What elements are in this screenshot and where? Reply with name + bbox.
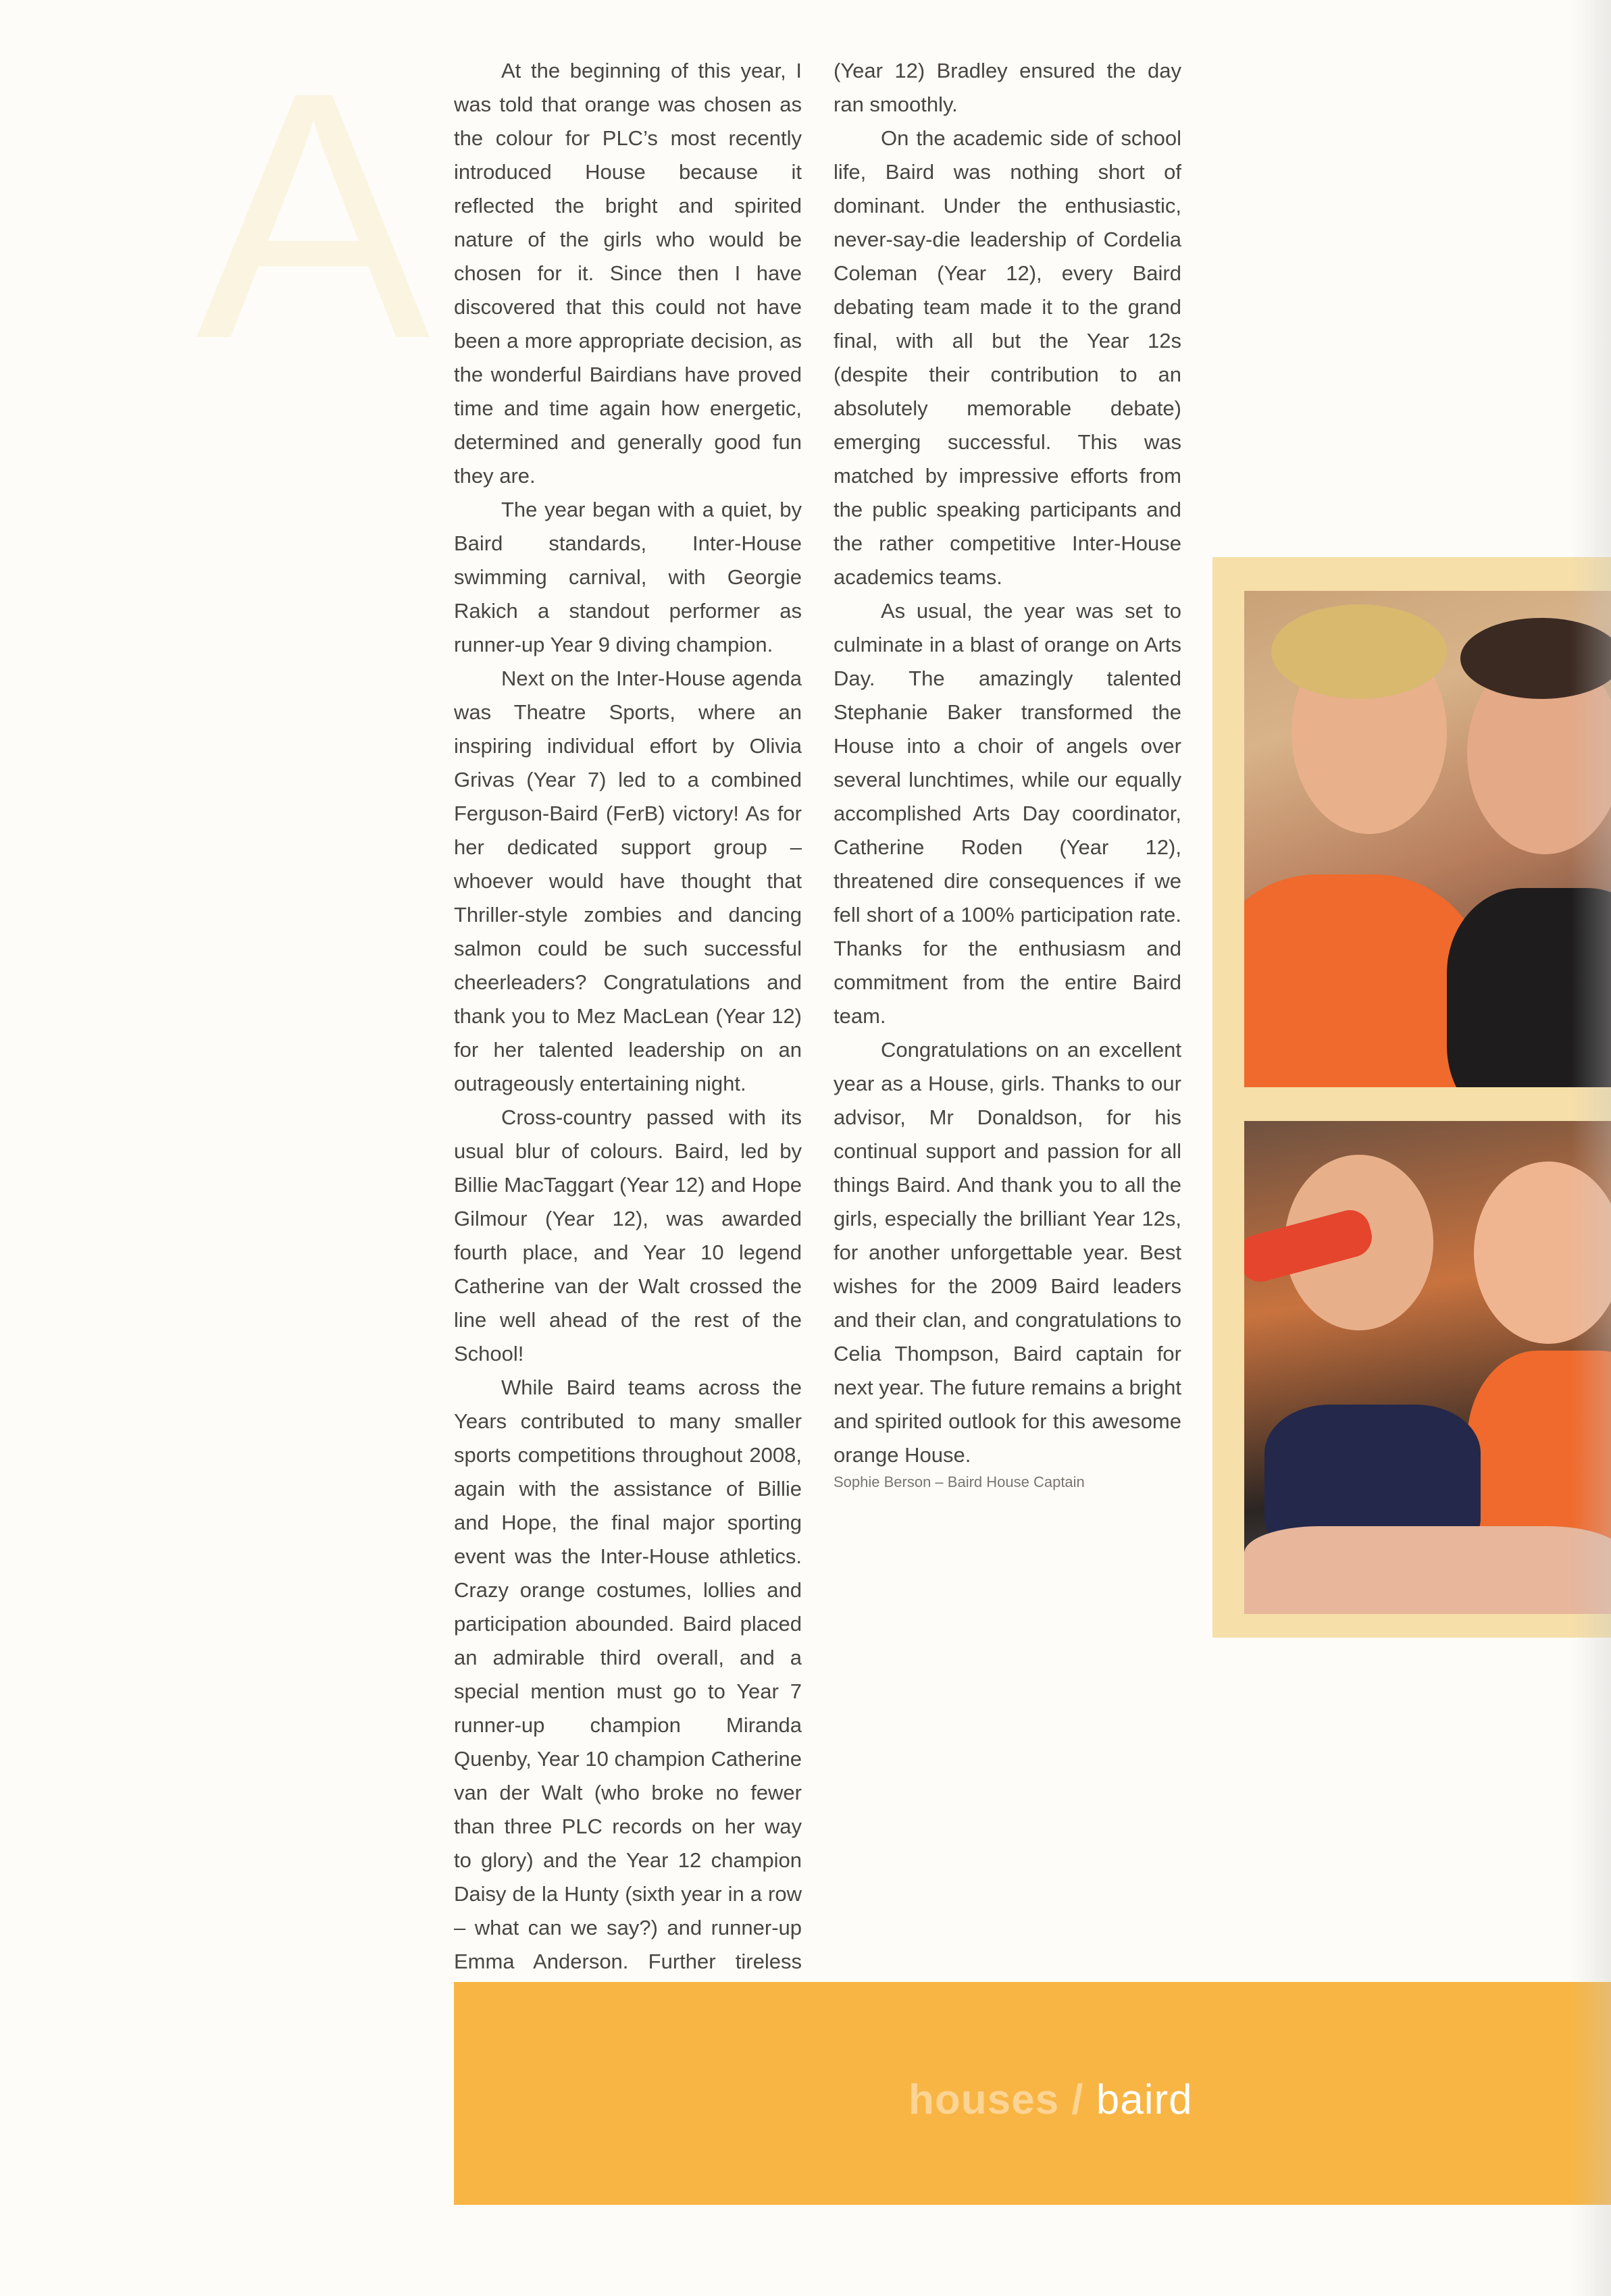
- page-edge-shadow: [1570, 0, 1611, 2296]
- paragraph: The year began with a quiet, by Baird standards, Inter-House swimming carnival, with Georgie Rakich a standout performer as runner-up Year 9 diving champion.: [454, 498, 802, 656]
- section-separator: /: [1059, 2077, 1096, 2123]
- author-signature: Sophie Berson – Baird House Captain: [834, 1473, 1085, 1490]
- photo-girls-drinking: [1244, 1121, 1611, 1614]
- section-title: [909, 2077, 1193, 2124]
- paragraph: Next on the Inter-House agenda was Theatre Sports, where an inspiring individual effort by Olivia Grivas (Year 7) led to a combined Ferguson-Baird (FerB) victory! As for her dedicated support group – whoever would have thought that Thriller-style zombies and dancing salmon could be such successful cheerleaders? Congratulations and thank you to Mez MacLean (Year 12) for her talented leadership on an outrageously entertaining night.: [454, 667, 802, 1095]
- article-column-1: [454, 54, 802, 2080]
- photo-legs-shape: [1244, 1526, 1611, 1614]
- paragraph: (Year 12) Bradley ensured the day ran smoothly.: [834, 59, 1181, 116]
- paragraph: Cross-country passed with its usual blur of colours. Baird, led by Billie MacTaggart (Year 12) and Hope Gilmour (Year 12), was awarded fourth place, and Year 10 legend Catherine van der Walt crossed the line well ahead of the rest of the School!: [454, 1105, 802, 1365]
- paragraph: Congratulations on an excellent year as a House, girls. Thanks to our advisor, Mr Donaldson, for his continual support and passion for all things Baird. And thank you to all the girls, especially the brilliant Year 12s, for another unforgettable year. Best wishes for the 2009 Baird leaders and their clan, and congratulations to Celia Thompson, Baird captain for next year. The future remains a bright and spirited outlook for this awesome orange House.: [834, 1038, 1181, 1467]
- article-column-2: [834, 54, 1181, 1492]
- photo-two-girls-smiling: [1244, 591, 1611, 1087]
- paragraph: While Baird teams across the Years contributed to many smaller sports competitions throughout 2008, again with the assistance of Billie and Hope, the final major sporting event was the Inter-House athletics. Crazy orange costumes, lollies and participation abounded. Baird placed an admirable third overall, and a special mention must go to Year 7 runner-up champion Miranda Quenby, Year 10 champion Catherine van der Walt (who broke no fewer than three PLC records on her way to glory) and the Year 12 champion Daisy de la Hunty (sixth year in a row – what can we say?) and runner-up Emma Anderson. Further tireless: [454, 1376, 802, 1973]
- photo-hair-shape: [1271, 604, 1447, 699]
- decorative-dropcap: A: [196, 20, 430, 412]
- house-label: baird: [1096, 2077, 1193, 2123]
- paragraph: At the beginning of this year, I was told that orange was chosen as the colour for PLC’s most recently introduced House because it reflected the bright and spirited nature of the girls who would be chosen for it. Since then I have discovered that this could not have been a more appropriate decision, as the wonderful Bairdians have proved time and time again how energetic, determined and generally good fun they are.: [454, 59, 802, 488]
- paragraph: As usual, the year was set to culminate in a blast of orange on Arts Day. The amazingly talented Stephanie Baker transformed the House into a choir of angels over several lunchtimes, while our equally accomplished Arts Day coordinator, Catherine Roden (Year 12), threatened dire consequences if we fell short of a 100% participation rate. Thanks for the enthusiasm and commitment from the entire Baird team.: [834, 599, 1181, 1028]
- paragraph: On the academic side of school life, Baird was nothing short of dominant. Under the enthusiastic, never-say-die leadership of Cordelia Coleman (Year 12), every Baird debating team made it to the grand final, with all but the Year 12s (despite their contribution to an absolutely memorable debate) emerging successful. This was matched by impressive efforts from the public speaking participants and the rather competitive Inter-House academics teams.: [834, 126, 1181, 589]
- section-label: houses: [909, 2077, 1060, 2123]
